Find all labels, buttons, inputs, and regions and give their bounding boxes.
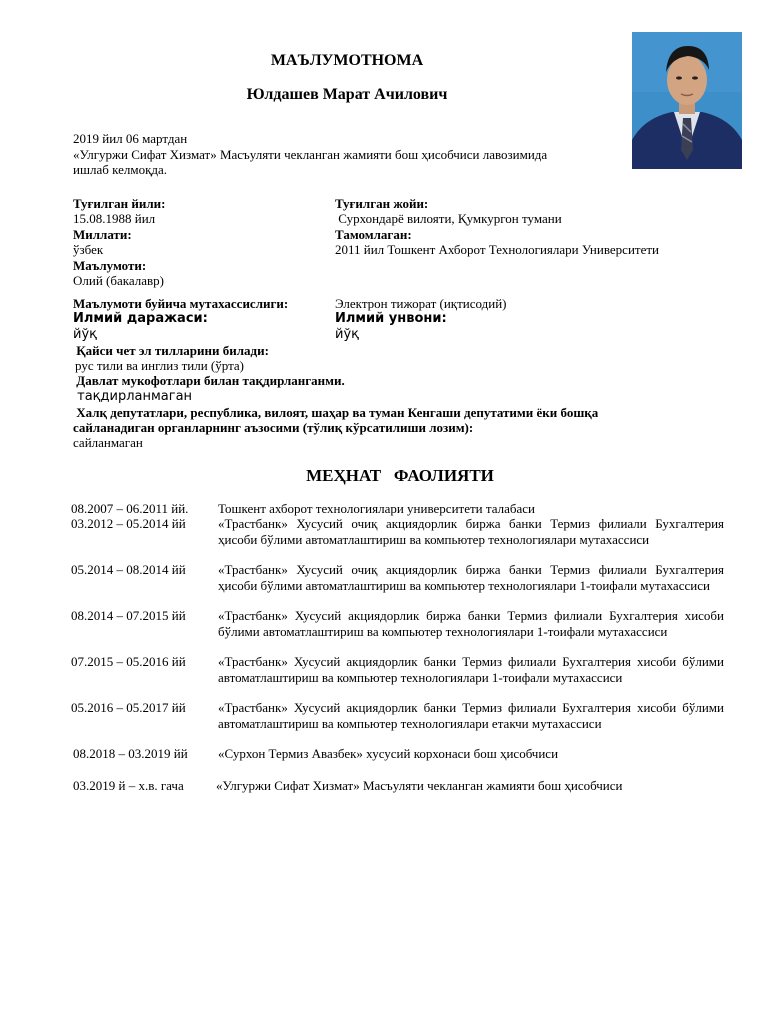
work-entry-date: 03.2019 й – х.в. гача [73,778,184,793]
birth-place-value: Сурхондарё вилояти, Қумкургон тумани [335,211,562,226]
languages-value: рус тили ва инглиз тили (ўрта) [75,358,245,373]
education-value: Олий (бакалавр) [73,273,164,288]
work-entry-date: 05.2014 – 08.2014 йй [71,562,186,577]
work-entry-text: «Трастбанк» Хусусий акциядорлик банки Термиз филиали Бухгалтерия хисоби бўлими автоматлаштириш ва компьютер технологиялари 1-тоифали мутахассиси [218,654,724,685]
work-entry-text: Тошкент ахборот технологиялари университети талабаси [218,501,535,516]
birth-year-value: 15.08.1988 йил [73,211,156,226]
languages-label: Қайси чет эл тилларини билади: [73,343,269,358]
work-entry-text: «Улгуржи Сифат Хизмат» Масъуляти чекланган жамияти бош ҳисобчиси [216,778,623,793]
rank-label: Илмий унвони: [335,311,447,326]
document-title: МАЪЛУМОТНОМА [270,52,424,69]
awards-value: тақдирланмаган [73,389,193,404]
work-entry-text: «Трастбанк» Хусусий акциядорлик банки Термиз филиали Бухгалтерия хисоби бўлими автоматлаштириш ва компьютер технологиялари етакчи мутахассиси [218,700,724,731]
awards-label: Давлат мукофотлари билан тақдирланганми. [73,373,345,388]
rank-value: йўқ [335,327,359,342]
birth-place-label: Туғилган жойи: [335,196,429,211]
education-label: Маълумоти: [73,258,147,273]
work-history-heading: МЕҲНАТ ФАОЛИЯТИ [306,466,494,485]
birth-year-label: Туғилган йили: [73,196,166,211]
deputy-label-line1: Халқ депутатлари, республика, вилоят, шаҳар ва туман Кенгаши депутатими ёки бошқа [73,405,599,420]
nationality-label: Миллати: [73,227,132,242]
work-entry-text: «Трастбанк» Хусусий акциядорлик биржа банки Термиз филиали Бухгалтерия хисоби бўлими автоматлаштириш ва компьютер технологиялари 1-тоифали мутахассиси [218,608,724,639]
work-entry-text: «Трастбанк» Хусусий очиқ акциядорлик биржа банки Термиз филиали Бухгалтерия ҳисоби бўлими автоматлаштириш ва компьютер технологиялари мутахассиси [218,516,724,547]
work-entry-date: 05.2016 – 05.2017 йй [71,700,186,715]
specialty-value: Электрон тижорат (иқтисодий) [335,296,507,311]
work-entry-date: 08.2014 – 07.2015 йй [71,608,186,623]
deputy-label-line2: сайланадиган органларнинг аъзосими (тўлиқ кўрсатилиши лозим): [73,420,474,435]
work-entry-date: 08.2018 – 03.2019 йй [73,746,188,761]
intro-position-line1: «Улгуржи Сифат Хизмат» Масъуляти чекланган жамияти бош ҳисобчиси лавозимида [73,147,548,162]
intro-date: 2019 йил 06 мартдан [73,131,188,146]
graduated-label: Тамомлаган: [335,227,412,242]
nationality-value: ўзбек [73,242,104,257]
degree-value: йўқ [73,327,97,342]
intro-position-line2: ишлаб келмоқда. [73,162,168,177]
portrait-photo [632,32,742,169]
work-entry-text: «Сурхон Термиз Авазбек» хусусий корхонаси бош ҳисобчиси [218,746,559,761]
graduated-value: 2011 йил Тошкент Ахборот Технологиялари Университети [335,242,659,257]
person-name: Юлдашев Марат Ачилович [246,86,448,103]
degree-label: Илмий даражаси: [73,311,208,326]
work-entry-date: 08.2007 – 06.2011 йй. [71,501,189,516]
work-entry-date: 03.2012 – 05.2014 йй [71,516,186,531]
work-entry-text: «Трастбанк» Хусусий очиқ акциядорлик биржа банки Термиз филиали Бухгалтерия ҳисоби бўлими автоматлаштириш ва компьютер технологиялари 1-тоифали мутахассиси [218,562,724,593]
work-entry-date: 07.2015 – 05.2016 йй [71,654,186,669]
specialty-label: Маълумоти буйича мутахассислиги: [73,296,289,311]
deputy-value: сайланмаган [73,435,143,450]
